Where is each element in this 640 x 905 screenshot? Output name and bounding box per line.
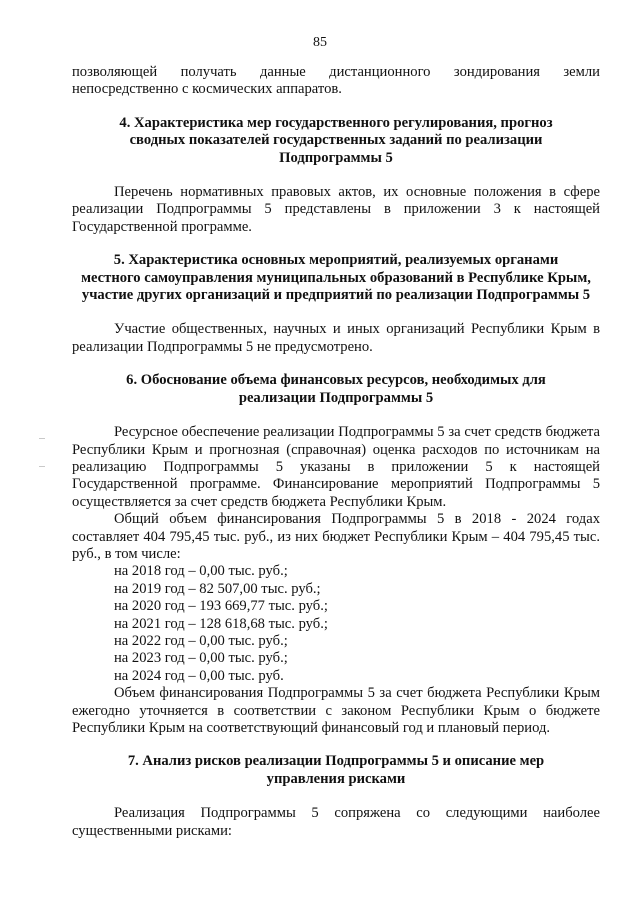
funding-year-line: на 2021 год – 128 618,68 тыс. руб.; [114, 615, 328, 632]
heading-line: 6. Обоснование объема финансовых ресурсов, необходимых для [126, 372, 546, 389]
heading-line: Подпрограммы 5 [279, 149, 393, 166]
heading-line: участие других организаций и предприятий по реализации Подпрограммы 5 [81, 287, 591, 304]
document-body [72, 64, 600, 840]
section-4-paragraph: Перечень нормативных правовых актов, их основные положения в сфере реализации Подпрограммы 5 представлены в приложении 3 к настоящей Государственной программе. [72, 184, 600, 235]
section-6-paragraph-1: Ресурсное обеспечение реализации Подпрограммы 5 за счет средств бюджета Республики Крым и прогнозная (справочная) оценка расходов по источникам на реализацию Подпрограммы 5 указаны в приложении 5 к настоящей Государственной программе. Финансирование мероприятий Подпрограммы 5 осуществляется за счет средств бюджета Республики Крым. [72, 424, 600, 510]
section-6-paragraph-2: Общий объем финансирования Подпрограммы 5 в 2018 - 2024 годах составляет 404 795,45 тыс. руб., из них бюджет Республики Крым – 404 795,45 тыс. руб., в том числе: [72, 511, 600, 562]
funding-year-line: на 2023 год – 0,00 тыс. руб.; [114, 650, 288, 667]
funding-year-line: на 2019 год – 82 507,00 тыс. руб.; [114, 580, 321, 597]
heading-line: 5. Характеристика основных мероприятий, реализуемых органами [113, 252, 559, 269]
margin-mark [39, 466, 45, 467]
funding-year-line: на 2022 год – 0,00 тыс. руб.; [114, 632, 288, 649]
section-4-heading [72, 115, 600, 167]
heading-line: 7. Анализ рисков реализации Подпрограммы 5 и описание мер [127, 753, 545, 770]
heading-line: управления рисками [266, 770, 406, 787]
section-5-heading [72, 252, 600, 304]
section-6-paragraph-3: Объем финансирования Подпрограммы 5 за счет бюджета Республики Крым ежегодно уточняется в соответствии с законом Республики Крым о бюджете Республики Крым на соответствующий финансовый год и плановый период. [72, 685, 600, 736]
heading-line: 4. Характеристика мер государственного регулирования, прогноз [119, 114, 553, 131]
funding-year-line: на 2018 год – 0,00 тыс. руб.; [114, 563, 288, 580]
heading-line: реализации Подпрограммы 5 [238, 389, 434, 406]
funding-year-line: на 2024 год – 0,00 тыс. руб. [114, 667, 284, 684]
heading-line: сводных показателей государственных заданий по реализации [129, 132, 543, 149]
intro-line-2: непосредственно с космических аппаратов. [72, 81, 342, 98]
page-number: 85 [313, 35, 327, 50]
section-5-paragraph: Участие общественных, научных и иных организаций Республики Крым в реализации Подпрограммы 5 не предусмотрено. [72, 321, 600, 355]
heading-line: местного самоуправления муниципальных образований в Республике Крым, [81, 269, 591, 286]
intro-line-1: позволяющей получать данные дистанционного зондирования земли [72, 64, 600, 80]
section-6-heading [72, 372, 600, 407]
margin-mark [39, 438, 45, 439]
section-7-heading [72, 753, 600, 788]
section-7-paragraph: Реализация Подпрограммы 5 сопряжена со следующими наиболее существенными рисками: [72, 805, 600, 839]
funding-year-line: на 2020 год – 193 669,77 тыс. руб.; [114, 598, 328, 615]
